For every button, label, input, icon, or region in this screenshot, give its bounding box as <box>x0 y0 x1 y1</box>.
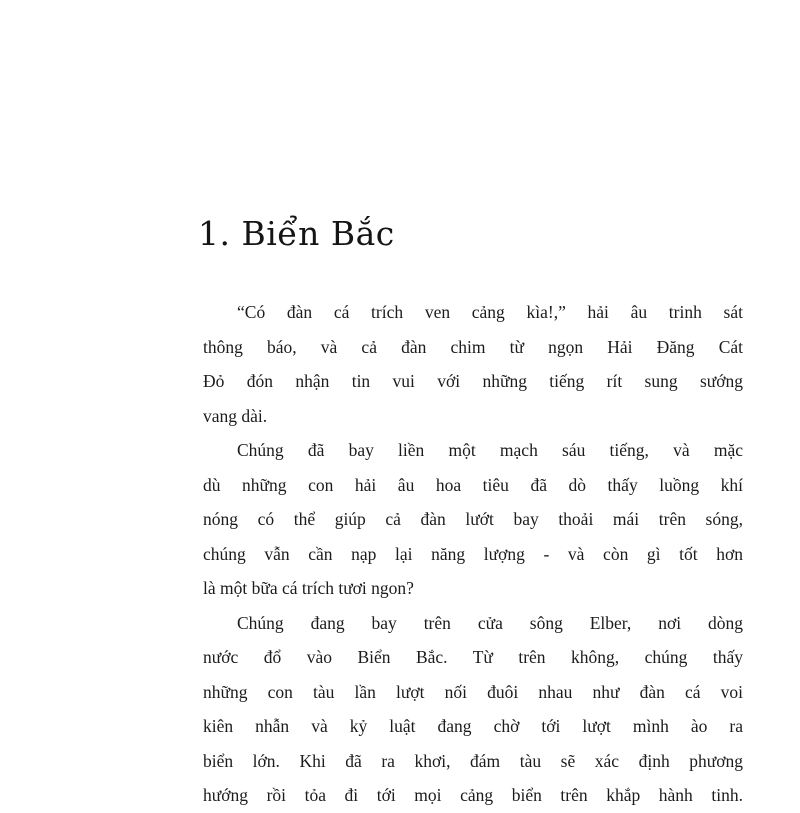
paragraph-2-line-1: Chúng đã bay liền một mạch sáu tiếng, và mặc <box>237 440 743 460</box>
paragraph-1-line-4: vang dài. <box>203 405 268 426</box>
chapter-body <box>203 295 743 813</box>
paragraph-1-line-1: “Có đàn cá trích ven cảng kìa!,” hải âu trinh sát <box>237 302 743 322</box>
paragraph-3-line-3: những con tàu lần lượt nối đuôi nhau như đàn cá voi <box>203 681 743 702</box>
paragraph-3-line-4: kiên nhẫn và kỷ luật đang chờ tới lượt mình ào ra <box>203 716 743 736</box>
paragraph-3-line-6: hướng rồi tỏa đi tới mọi cảng biển trên khắp hành tinh. <box>203 785 743 805</box>
paragraph-2-line-4: chúng vẫn cần nạp lại năng lượng - và còn gì tốt hơn <box>203 543 743 564</box>
paragraph-3-line-2: nước đổ vào Biển Bắc. Từ trên không, chúng thấy <box>203 647 743 667</box>
chapter-title: 1. Biển Bắc <box>198 214 395 253</box>
paragraph-1-line-3: Đỏ đón nhận tin vui với những tiếng rít sung sướng <box>203 371 743 391</box>
paragraph-1-line-2: thông báo, và cả đàn chim từ ngọn Hải Đăng Cát <box>203 336 743 357</box>
paragraph-3-line-5: biển lớn. Khi đã ra khơi, đám tàu sẽ xác định phương <box>203 750 743 771</box>
paragraph-2-line-2: dù những con hải âu hoa tiêu đã dò thấy luồng khí <box>203 474 743 495</box>
paragraph-2-line-5: là một bữa cá trích tươi ngon? <box>203 578 414 598</box>
paragraph-2-line-3: nóng có thể giúp cả đàn lướt bay thoải mái trên sóng, <box>203 509 743 529</box>
paragraph-3-line-1: Chúng đang bay trên cửa sông Elber, nơi dòng <box>237 612 743 633</box>
